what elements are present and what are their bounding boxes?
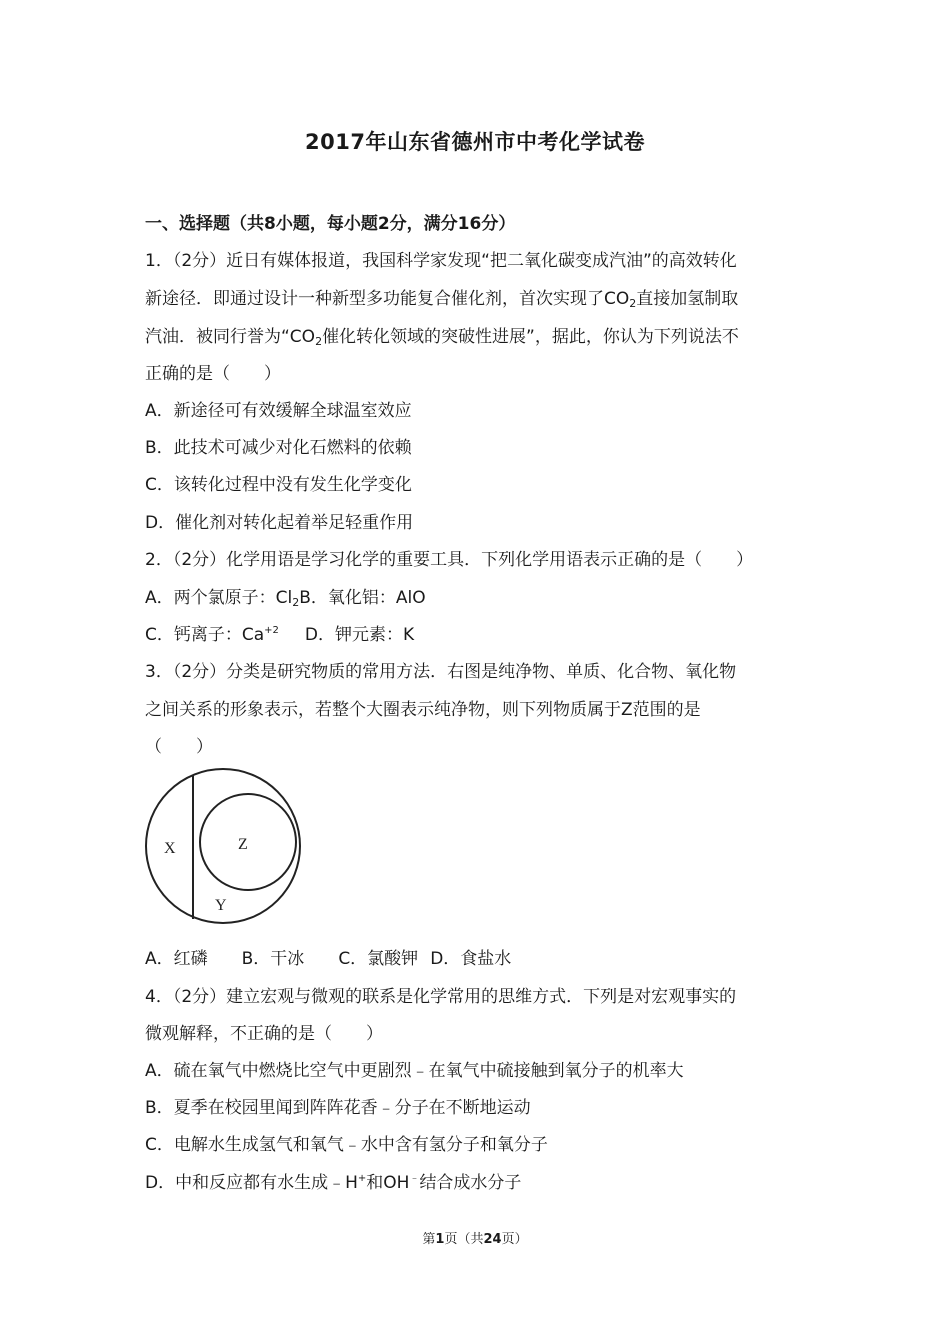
- q1-line-3-subscript: 2: [315, 335, 323, 348]
- section-heading: 一、选择题（共8小题，每小题2分，满分16分）: [145, 214, 516, 234]
- q3-line-1: 3．（2分）分类是研究物质的常用方法．右图是纯净物、单质、化合物、氧化物: [145, 662, 737, 682]
- q4-option-a: A．硫在氧气中燃烧比空气中更剧烈﹣在氧气中硫接触到氧分子的机率大: [145, 1061, 684, 1081]
- q2-line-1: 2．（2分）化学用语是学习化学的重要工具．下列化学用语表示正确的是（ ）: [145, 550, 754, 570]
- q4-line-1: 4．（2分）建立宏观与微观的联系是化学常用的思维方式．下列是对宏观事实的: [145, 987, 737, 1007]
- q2-option-a: A．两个氯原子：Cl: [145, 588, 293, 608]
- q2-option-c-superscript: +2: [264, 625, 279, 636]
- q3-line-3: （ ）: [145, 737, 213, 757]
- q2-options-ab: [145, 583, 426, 609]
- q4-option-b: B．夏季在校园里闻到阵阵花香﹣分子在不断地运动: [145, 1098, 531, 1118]
- q4-option-d: [145, 1168, 521, 1193]
- q4-option-d-superscript-2: ﹣: [409, 1173, 420, 1184]
- q2-option-d: D．钾元素：K: [304, 625, 415, 645]
- q3-option-d: D．食盐水: [430, 949, 512, 969]
- q1-option-c: C．该转化过程中没有发生化学变化: [145, 475, 412, 495]
- footer-prefix: 第: [422, 1232, 436, 1247]
- page-title: 2017年山东省德州市中考化学试卷: [305, 130, 645, 154]
- footer-middle: 页（共: [444, 1232, 484, 1247]
- venn-label-x: X: [164, 840, 176, 857]
- q2-option-c: C．钙离子：Ca: [145, 625, 265, 645]
- q4-line-2: 微观解释，不正确的是（ ）: [145, 1024, 383, 1044]
- q2-option-a-subscript: 2: [292, 596, 300, 609]
- q1-option-b: B．此技术可减少对化石燃料的依赖: [145, 438, 412, 458]
- q1-line-2: [145, 284, 738, 310]
- venn-label-y: Y: [215, 897, 227, 914]
- q4-option-d-text: D．中和反应都有水生成﹣H: [145, 1173, 358, 1193]
- q4-option-d-text-end: 结合成水分子: [419, 1173, 522, 1193]
- q1-option-d: D．催化剂对转化起着举足轻重作用: [145, 513, 414, 533]
- q3-option-a: A．红磷: [145, 949, 208, 969]
- q3-options: [145, 944, 511, 969]
- q4-option-c: C．电解水生成氢气和氧气﹣水中含有氢分子和氧分子: [145, 1135, 548, 1155]
- q1-line-4: 正确的是（ ）: [145, 364, 281, 384]
- q1-line-2-text: 新途径．即通过设计一种新型多功能复合催化剂，首次实现了CO: [145, 289, 630, 309]
- page-footer: [0, 1228, 950, 1247]
- q2-option-b: B．氧化铝：AlO: [299, 588, 426, 608]
- q3-line-2: 之间关系的形象表示，若整个大圈表示纯净物，则下列物质属于Z范围的是: [145, 700, 701, 720]
- venn-label-z: Z: [238, 836, 248, 853]
- q1-line-1: 1．（2分）近日有媒体报道，我国科学家发现“把二氧化碳变成汽油”的高效转化: [145, 251, 737, 271]
- q4-option-d-text-mid: 和OH: [366, 1173, 410, 1193]
- q1-line-3: [145, 322, 739, 348]
- venn-diagram: [143, 765, 305, 927]
- q3-option-c: C．氯酸钾: [338, 949, 419, 969]
- q1-line-3-text: 汽油．被同行誉为“CO: [145, 327, 316, 347]
- q1-line-2-text-end: 直接加氢制取: [636, 289, 739, 309]
- q4-option-d-superscript-1: +: [357, 1173, 367, 1184]
- q1-line-3-text-end: 催化转化领域的突破性进展”，据此，你认为下列说法不: [322, 327, 739, 347]
- q1-line-2-subscript: 2: [629, 297, 637, 310]
- footer-total-pages: 24: [483, 1232, 502, 1247]
- footer-page-number: 1: [435, 1232, 445, 1247]
- q2-options-cd: [145, 620, 414, 645]
- q1-option-a: A．新途径可有效缓解全球温室效应: [145, 401, 412, 421]
- footer-suffix: 页）: [501, 1232, 528, 1247]
- inner-circle: [200, 794, 296, 890]
- q3-option-b: B．干冰: [241, 949, 305, 969]
